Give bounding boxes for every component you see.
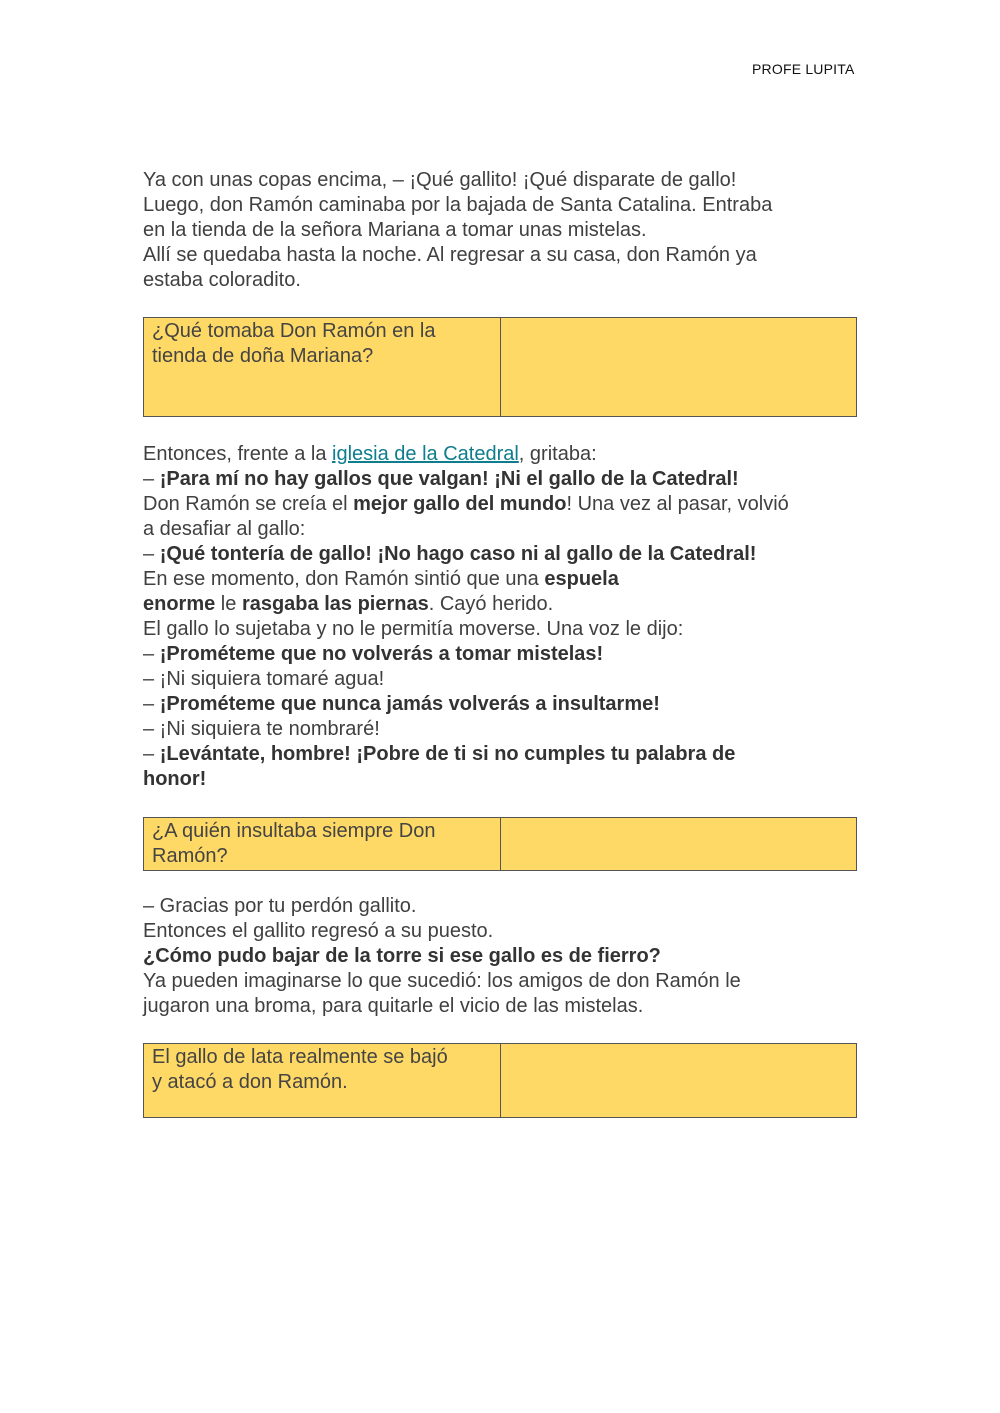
paragraph-line <box>143 742 857 767</box>
bold-text: mejor gallo del mundo <box>353 493 567 515</box>
story-section-2 <box>143 442 857 792</box>
question-line: ¿Qué tomaba Don Ramón en la <box>152 320 436 342</box>
answer-cell[interactable] <box>500 318 857 417</box>
paragraph-line <box>143 542 857 567</box>
bold-question: ¿Cómo pudo bajar de la torre si ese gallo es de fierro? <box>143 945 661 967</box>
bold-dialogue: ¡Levántate, hombre! ¡Pobre de ti si no cumples tu palabra de <box>159 743 736 765</box>
text-run: – <box>143 743 160 765</box>
question-cell <box>144 318 501 417</box>
question-cell <box>144 818 501 871</box>
paragraph-line <box>143 692 857 717</box>
text-run: le <box>215 593 242 615</box>
question-line: El gallo de lata realmente se bajó <box>152 1046 448 1068</box>
paragraph-line <box>143 944 857 969</box>
text-run: ! Una vez al pasar, volvió <box>566 493 789 515</box>
question-line: tienda de doña Mariana? <box>152 345 374 367</box>
paragraph-line: Ya pueden imaginarse lo que sucedió: los amigos de don Ramón le <box>143 970 741 992</box>
bold-dialogue: ¡Qué tontería de gallo! ¡No hago caso ni al gallo de la Catedral! <box>159 543 757 565</box>
bold-dialogue: ¡Prométeme que nunca jamás volverás a insultarme! <box>159 693 660 715</box>
page-header-author: PROFE LUPITA <box>752 61 855 77</box>
bold-text: enorme <box>143 593 216 615</box>
question-line: y atacó a don Ramón. <box>152 1071 348 1093</box>
text-run: Entonces, frente a la <box>143 443 333 465</box>
paragraph-line <box>143 767 857 792</box>
paragraph-line: en la tienda de la señora Mariana a tomar unas mistelas. <box>143 219 647 241</box>
paragraph-line: a desafiar al gallo: <box>143 518 306 540</box>
paragraph-line <box>143 642 857 667</box>
paragraph-line: – Gracias por tu perdón gallito. <box>143 895 417 917</box>
text-run: Don Ramón se creía el <box>143 493 354 515</box>
paragraph-line: Luego, don Ramón caminaba por la bajada de Santa Catalina. Entraba <box>143 194 773 216</box>
text-run: – <box>143 693 160 715</box>
paragraph-line: Ya con unas copas encima, – ¡Qué gallito! ¡Qué disparate de gallo! <box>143 169 737 191</box>
paragraph-line <box>143 567 857 592</box>
answer-cell[interactable] <box>500 1044 857 1118</box>
story-section-3 <box>143 894 857 1019</box>
story-section-1 <box>143 168 857 293</box>
paragraph-line: Entonces el gallito regresó a su puesto. <box>143 920 494 942</box>
bold-dialogue: honor! <box>143 768 207 790</box>
paragraph-line: estaba coloradito. <box>143 269 301 291</box>
question-cell <box>144 1044 501 1118</box>
bold-text: rasgaba las piernas <box>241 593 429 615</box>
question-line: Ramón? <box>152 845 228 867</box>
question-table-3 <box>143 1043 857 1118</box>
catedral-link[interactable]: iglesia de la Catedral <box>332 443 519 465</box>
text-run: , gritaba: <box>518 443 597 465</box>
text-run: En ese momento, don Ramón sintió que una <box>143 568 545 590</box>
paragraph-line: Allí se quedaba hasta la noche. Al regresar a su casa, don Ramón ya <box>143 244 757 266</box>
paragraph-line <box>143 592 857 617</box>
paragraph-line: – ¡Ni siquiera te nombraré! <box>143 718 380 740</box>
text-run: – <box>143 543 160 565</box>
paragraph-line <box>143 492 857 517</box>
bold-text: espuela <box>544 568 619 590</box>
paragraph-line: jugaron una broma, para quitarle el vicio de las mistelas. <box>143 995 644 1017</box>
paragraph-line: El gallo lo sujetaba y no le permitía moverse. Una voz le dijo: <box>143 618 684 640</box>
question-line: ¿A quién insultaba siempre Don <box>152 820 436 842</box>
paragraph-line <box>143 442 857 467</box>
answer-cell[interactable] <box>500 818 857 871</box>
text-run: . Cayó herido. <box>428 593 554 615</box>
bold-dialogue: ¡Para mí no hay gallos que valgan! ¡Ni el gallo de la Catedral! <box>159 468 739 490</box>
paragraph-line <box>143 467 857 492</box>
question-table-1 <box>143 317 857 417</box>
text-run: – <box>143 468 160 490</box>
text-run: – <box>143 643 160 665</box>
paragraph-line: – ¡Ni siquiera tomaré agua! <box>143 668 385 690</box>
bold-dialogue: ¡Prométeme que no volverás a tomar mistelas! <box>159 643 604 665</box>
question-table-2 <box>143 817 857 871</box>
